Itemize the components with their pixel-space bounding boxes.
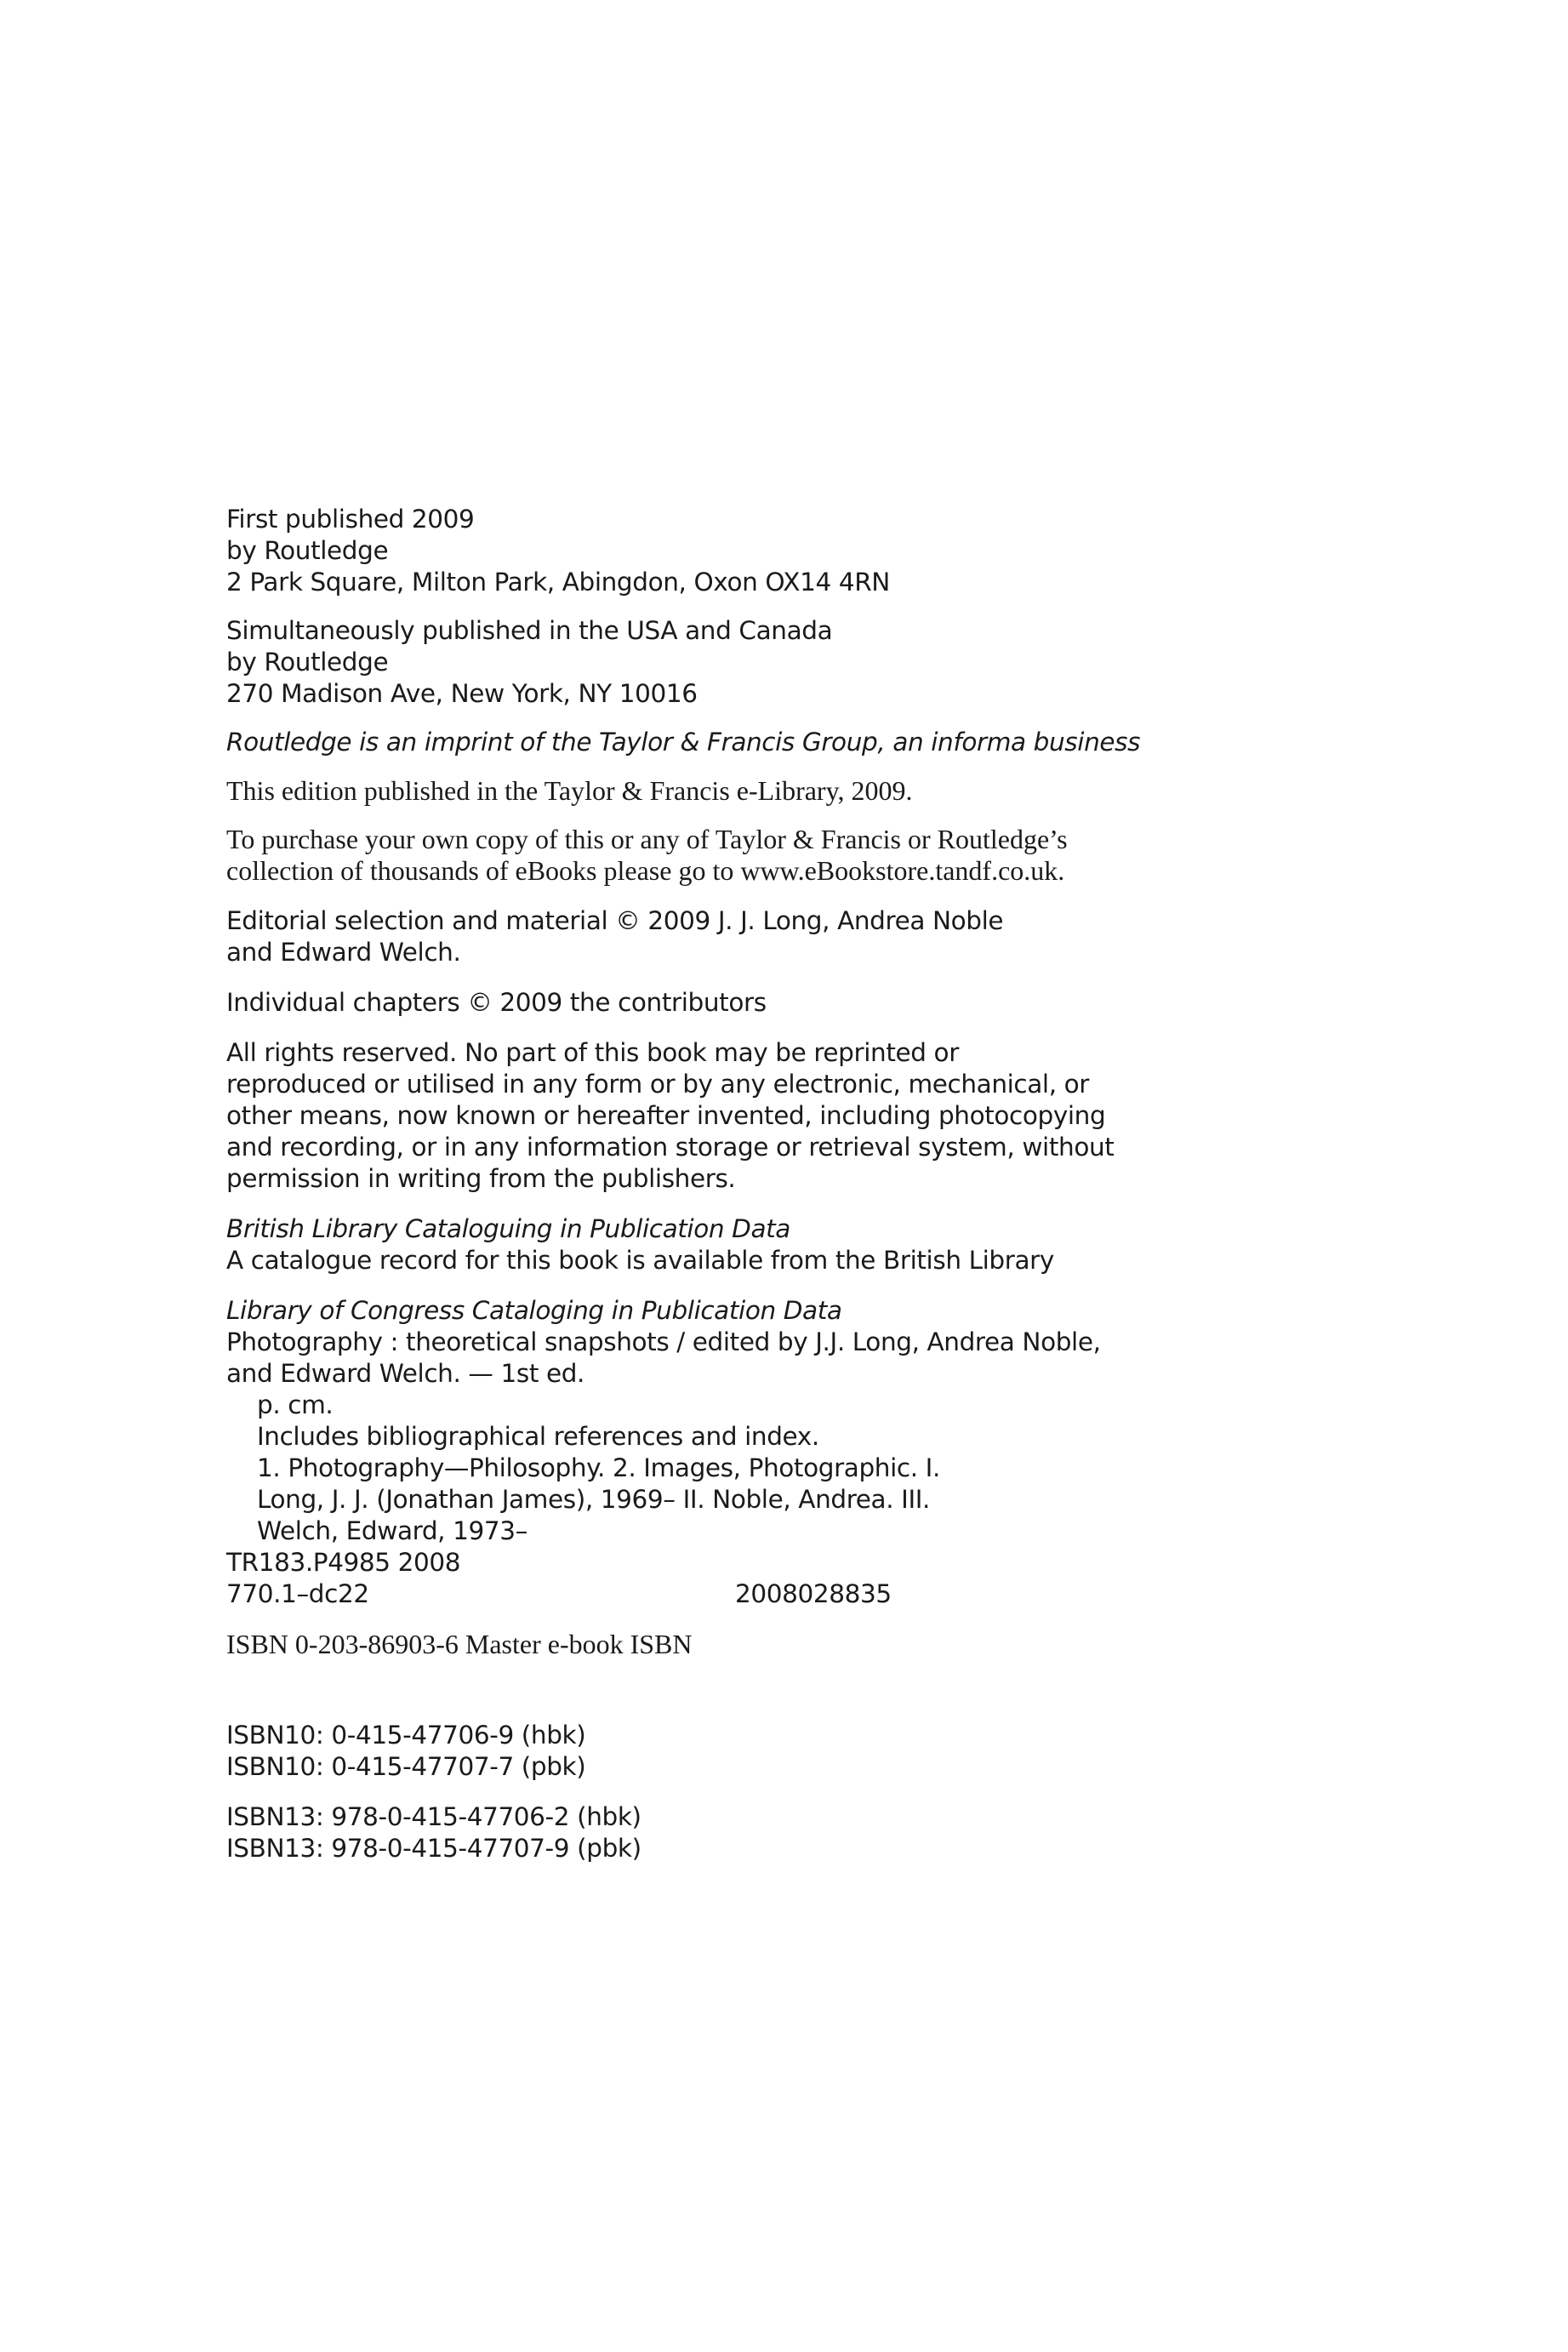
ebookstore-line-1: To purchase your own copy of this or any of Taylor & Francis or Routledge’s <box>226 824 1068 854</box>
publication-block <box>226 504 1332 598</box>
editorial-copyright <box>226 905 1332 968</box>
first-published: First published 2009 <box>226 505 475 534</box>
british-library-text: A catalogue record for this book is available from the British Library <box>226 1246 1054 1275</box>
rights-line: other means, now known or hereafter invented, including photocopying <box>226 1101 1106 1130</box>
isbn10-block <box>226 1720 1332 1783</box>
loc-indented-line: 1. Photography—Philosophy. 2. Images, Photographic. I. <box>257 1453 940 1482</box>
loc-title-line-1: Photography : theoretical snapshots / edited by J.J. Long, Andrea Noble, <box>226 1327 1101 1356</box>
copyright-page <box>226 504 1332 1864</box>
imprint-note <box>226 727 1332 758</box>
ebookstore-note <box>226 824 1332 887</box>
loc-indented-line: Includes bibliographical references and index. <box>257 1422 819 1451</box>
rights-line: permission in writing from the publishers. <box>226 1164 736 1193</box>
library-of-congress-block <box>226 1295 1332 1610</box>
usa-publication-block <box>226 615 1332 710</box>
usa-publisher-address: 270 Madison Ave, New York, NY 10016 <box>226 679 698 708</box>
isbn13-pbk: ISBN13: 978-0-415-47707-9 (pbk) <box>226 1834 641 1863</box>
isbn10-hbk: ISBN10: 0-415-47706-9 (hbk) <box>226 1721 586 1750</box>
isbn13-block <box>226 1801 1332 1864</box>
loc-classification-row <box>226 1578 924 1610</box>
british-library-heading: British Library Cataloguing in Publication Data <box>226 1214 790 1243</box>
loc-heading: Library of Congress Cataloging in Publication Data <box>226 1296 842 1325</box>
rights-line: and recording, or in any information storage or retrieval system, without <box>226 1133 1115 1162</box>
loc-classification: 770.1–dc22 <box>226 1579 369 1608</box>
loc-indented-line: Welch, Edward, 1973– <box>257 1516 527 1545</box>
editorial-line-1: Editorial selection and material © 2009 J. J. Long, Andrea Noble <box>226 906 1004 935</box>
ebookstore-line-2: collection of thousands of eBooks please go to www.eBookstore.tandf.co.uk. <box>226 855 1065 886</box>
chapters-copyright-text: Individual chapters © 2009 the contributors <box>226 988 767 1017</box>
isbn13-hbk: ISBN13: 978-0-415-47706-2 (hbk) <box>226 1802 641 1831</box>
rights-reserved <box>226 1037 1332 1195</box>
chapters-copyright <box>226 987 1332 1019</box>
isbn10-pbk: ISBN10: 0-415-47707-7 (pbk) <box>226 1752 586 1781</box>
imprint-note-text: Routledge is an imprint of the Taylor & Francis Group, an informa business <box>226 728 1141 756</box>
usa-line: Simultaneously published in the USA and Canada <box>226 616 833 645</box>
master-isbn-text: ISBN 0-203-86903-6 Master e-book ISBN <box>226 1629 693 1659</box>
rights-line: reproduced or utilised in any form or by any electronic, mechanical, or <box>226 1070 1090 1099</box>
british-library-block <box>226 1213 1332 1276</box>
rights-line: All rights reserved. No part of this book may be reprinted or <box>226 1038 959 1067</box>
publisher-name: by Routledge <box>226 536 389 565</box>
loc-title-line-2: and Edward Welch. — 1st ed. <box>226 1359 585 1388</box>
loc-lccn: 2008028835 <box>735 1579 892 1608</box>
loc-indented-line: Long, J. J. (Jonathan James), 1969– II. Noble, Andrea. III. <box>257 1485 931 1514</box>
loc-indented-line: p. cm. <box>257 1390 334 1419</box>
usa-publisher-name: by Routledge <box>226 648 389 676</box>
elibrary-edition-text: This edition published in the Taylor & Francis e-Library, 2009. <box>226 775 913 806</box>
master-isbn <box>226 1629 1332 1660</box>
loc-call-number: TR183.P4985 2008 <box>226 1548 461 1577</box>
publisher-address: 2 Park Square, Milton Park, Abingdon, Oxon OX14 4RN <box>226 568 890 597</box>
editorial-line-2: and Edward Welch. <box>226 938 461 967</box>
elibrary-edition <box>226 775 1332 807</box>
